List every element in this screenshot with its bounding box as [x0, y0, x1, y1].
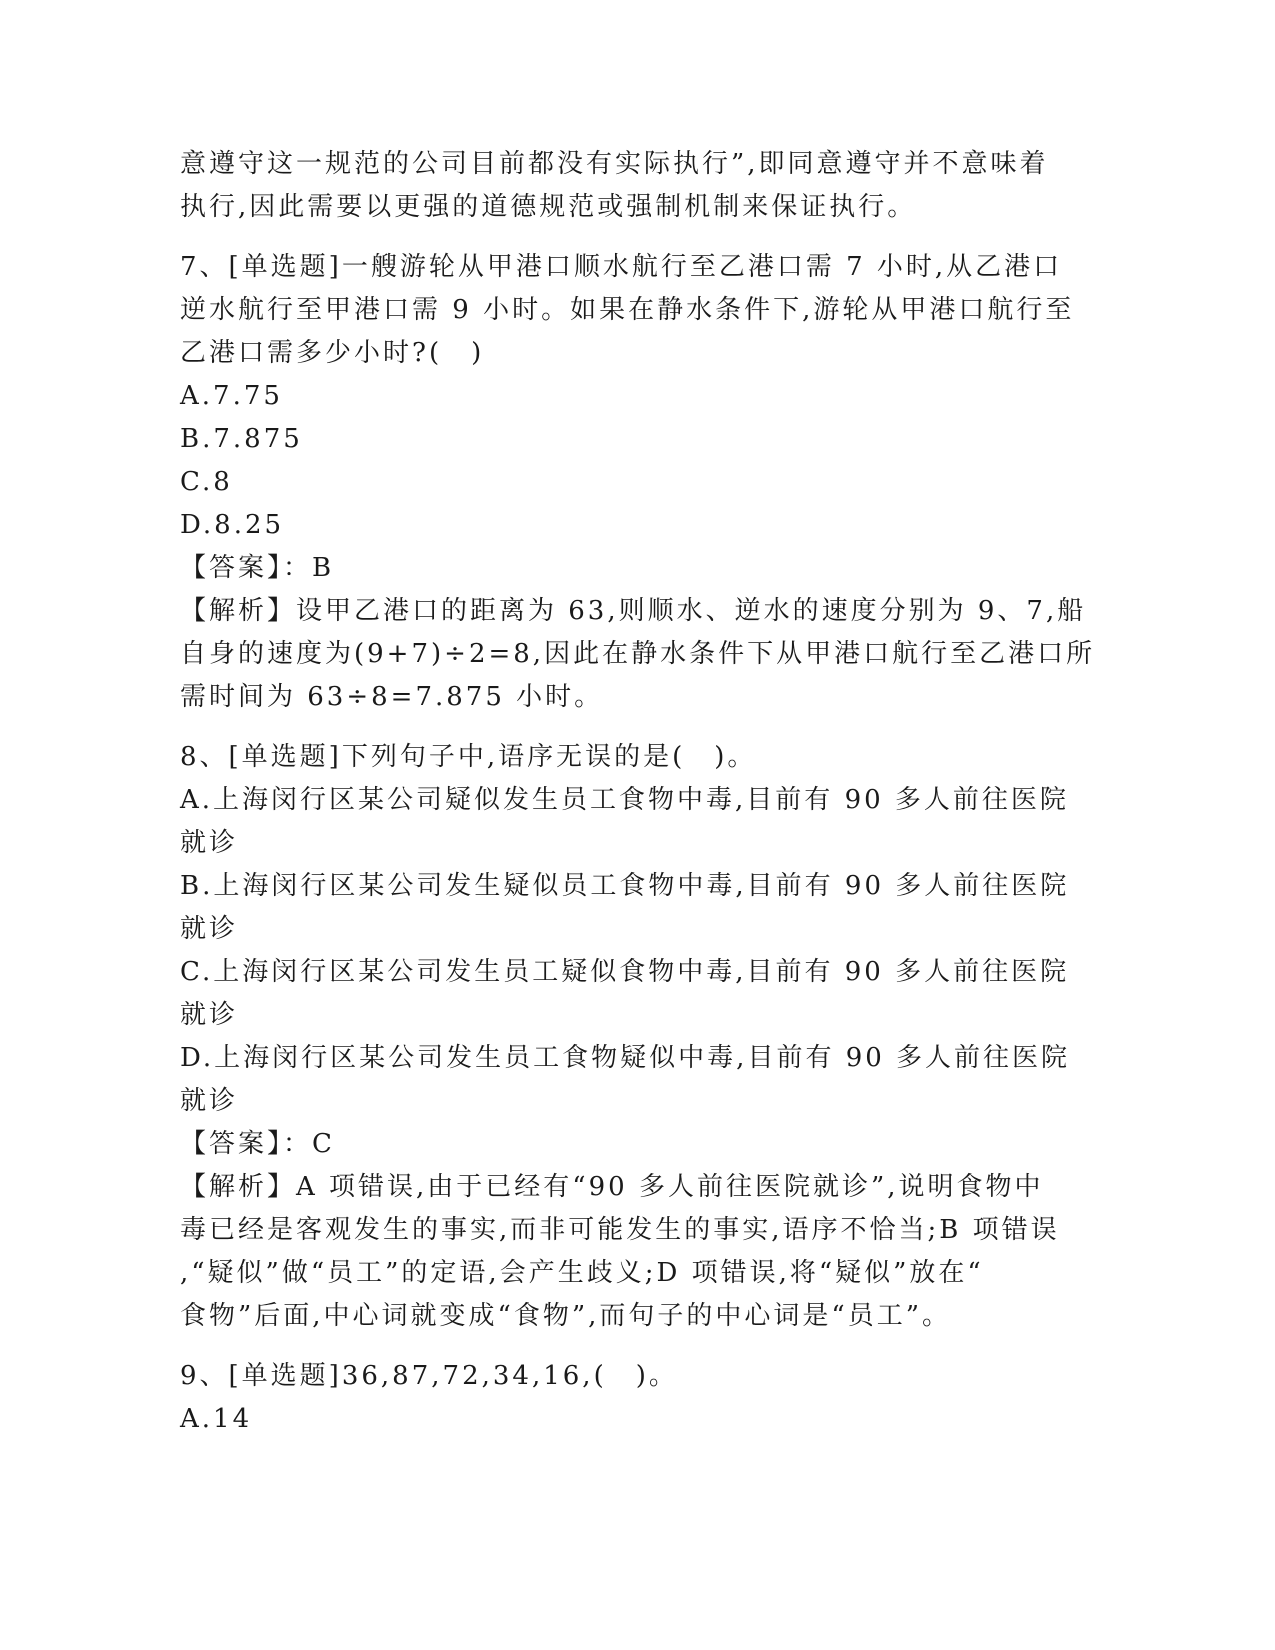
option-d: D.8.25: [180, 510, 285, 540]
question-text-line: 乙港口需多少小时?( ): [180, 338, 485, 368]
option-b-continued: 就诊: [180, 914, 239, 944]
intro-paragraph: [180, 143, 1080, 229]
text-line: 意遵守这一规范的公司目前都没有实际执行”,即同意遵守并不意味着: [180, 149, 1049, 179]
option-b: B.上海闵行区某公司发生疑似员工食物中毒,目前有 90 多人前往医院: [180, 871, 1070, 901]
option-c-continued: 就诊: [180, 1000, 239, 1030]
answer-line: 【答案】：C: [180, 1129, 335, 1159]
option-b: B.7.875: [180, 424, 303, 454]
answer-line: 【答案】：B: [180, 553, 335, 583]
analysis-line: 需时间为 63÷8=7.875 小时。: [180, 682, 604, 712]
analysis-line: ,“疑似”做“员工”的定语,会产生歧义;D 项错误,将“疑似”放在“: [180, 1258, 984, 1288]
option-a: A.上海闵行区某公司疑似发生员工食物中毒,目前有 90 多人前往医院: [180, 785, 1069, 815]
option-c: C.8: [180, 467, 233, 497]
option-a: A.7.75: [180, 381, 283, 411]
question-7: [180, 246, 1096, 719]
question-text-line: 8、[单选题]下列句子中,语序无误的是( )。: [180, 742, 757, 772]
option-a: A.14: [180, 1404, 253, 1434]
question-text-line: 逆水航行至甲港口需 9 小时。如果在静水条件下,游轮从甲港口航行至: [180, 295, 1075, 325]
question-9: [180, 1355, 1080, 1441]
question-8: [180, 736, 1080, 1338]
question-text-line: 9、[单选题]36,87,72,34,16,( )。: [180, 1361, 678, 1391]
option-a-continued: 就诊: [180, 828, 239, 858]
analysis-line: 【解析】设甲乙港口的距离为 63,则顺水、逆水的速度分别为 9、7,船: [180, 596, 1087, 626]
analysis-line: 毒已经是客观发生的事实,而非可能发生的事实,语序不恰当;B 项错误: [180, 1215, 1060, 1245]
option-c: C.上海闵行区某公司发生员工疑似食物中毒,目前有 90 多人前往医院: [180, 957, 1070, 987]
question-text-line: 7、[单选题]一艘游轮从甲港口顺水航行至乙港口需 7 小时,从乙港口: [180, 252, 1063, 282]
option-d-continued: 就诊: [180, 1086, 239, 1116]
option-d: D.上海闵行区某公司发生员工食物疑似中毒,目前有 90 多人前往医院: [180, 1043, 1071, 1073]
analysis-line: 【解析】A 项错误,由于已经有“90 多人前往医院就诊”,说明食物中: [180, 1172, 1044, 1202]
document-page: [180, 143, 1096, 1441]
text-line: 执行,因此需要以更强的道德规范或强制机制来保证执行。: [180, 192, 917, 222]
analysis-line: 食物”后面,中心词就变成“食物”,而句子的中心词是“员工”。: [180, 1301, 951, 1331]
analysis-line: 自身的速度为(9+7)÷2=8,因此在静水条件下从甲港口航行至乙港口所: [180, 639, 1096, 669]
